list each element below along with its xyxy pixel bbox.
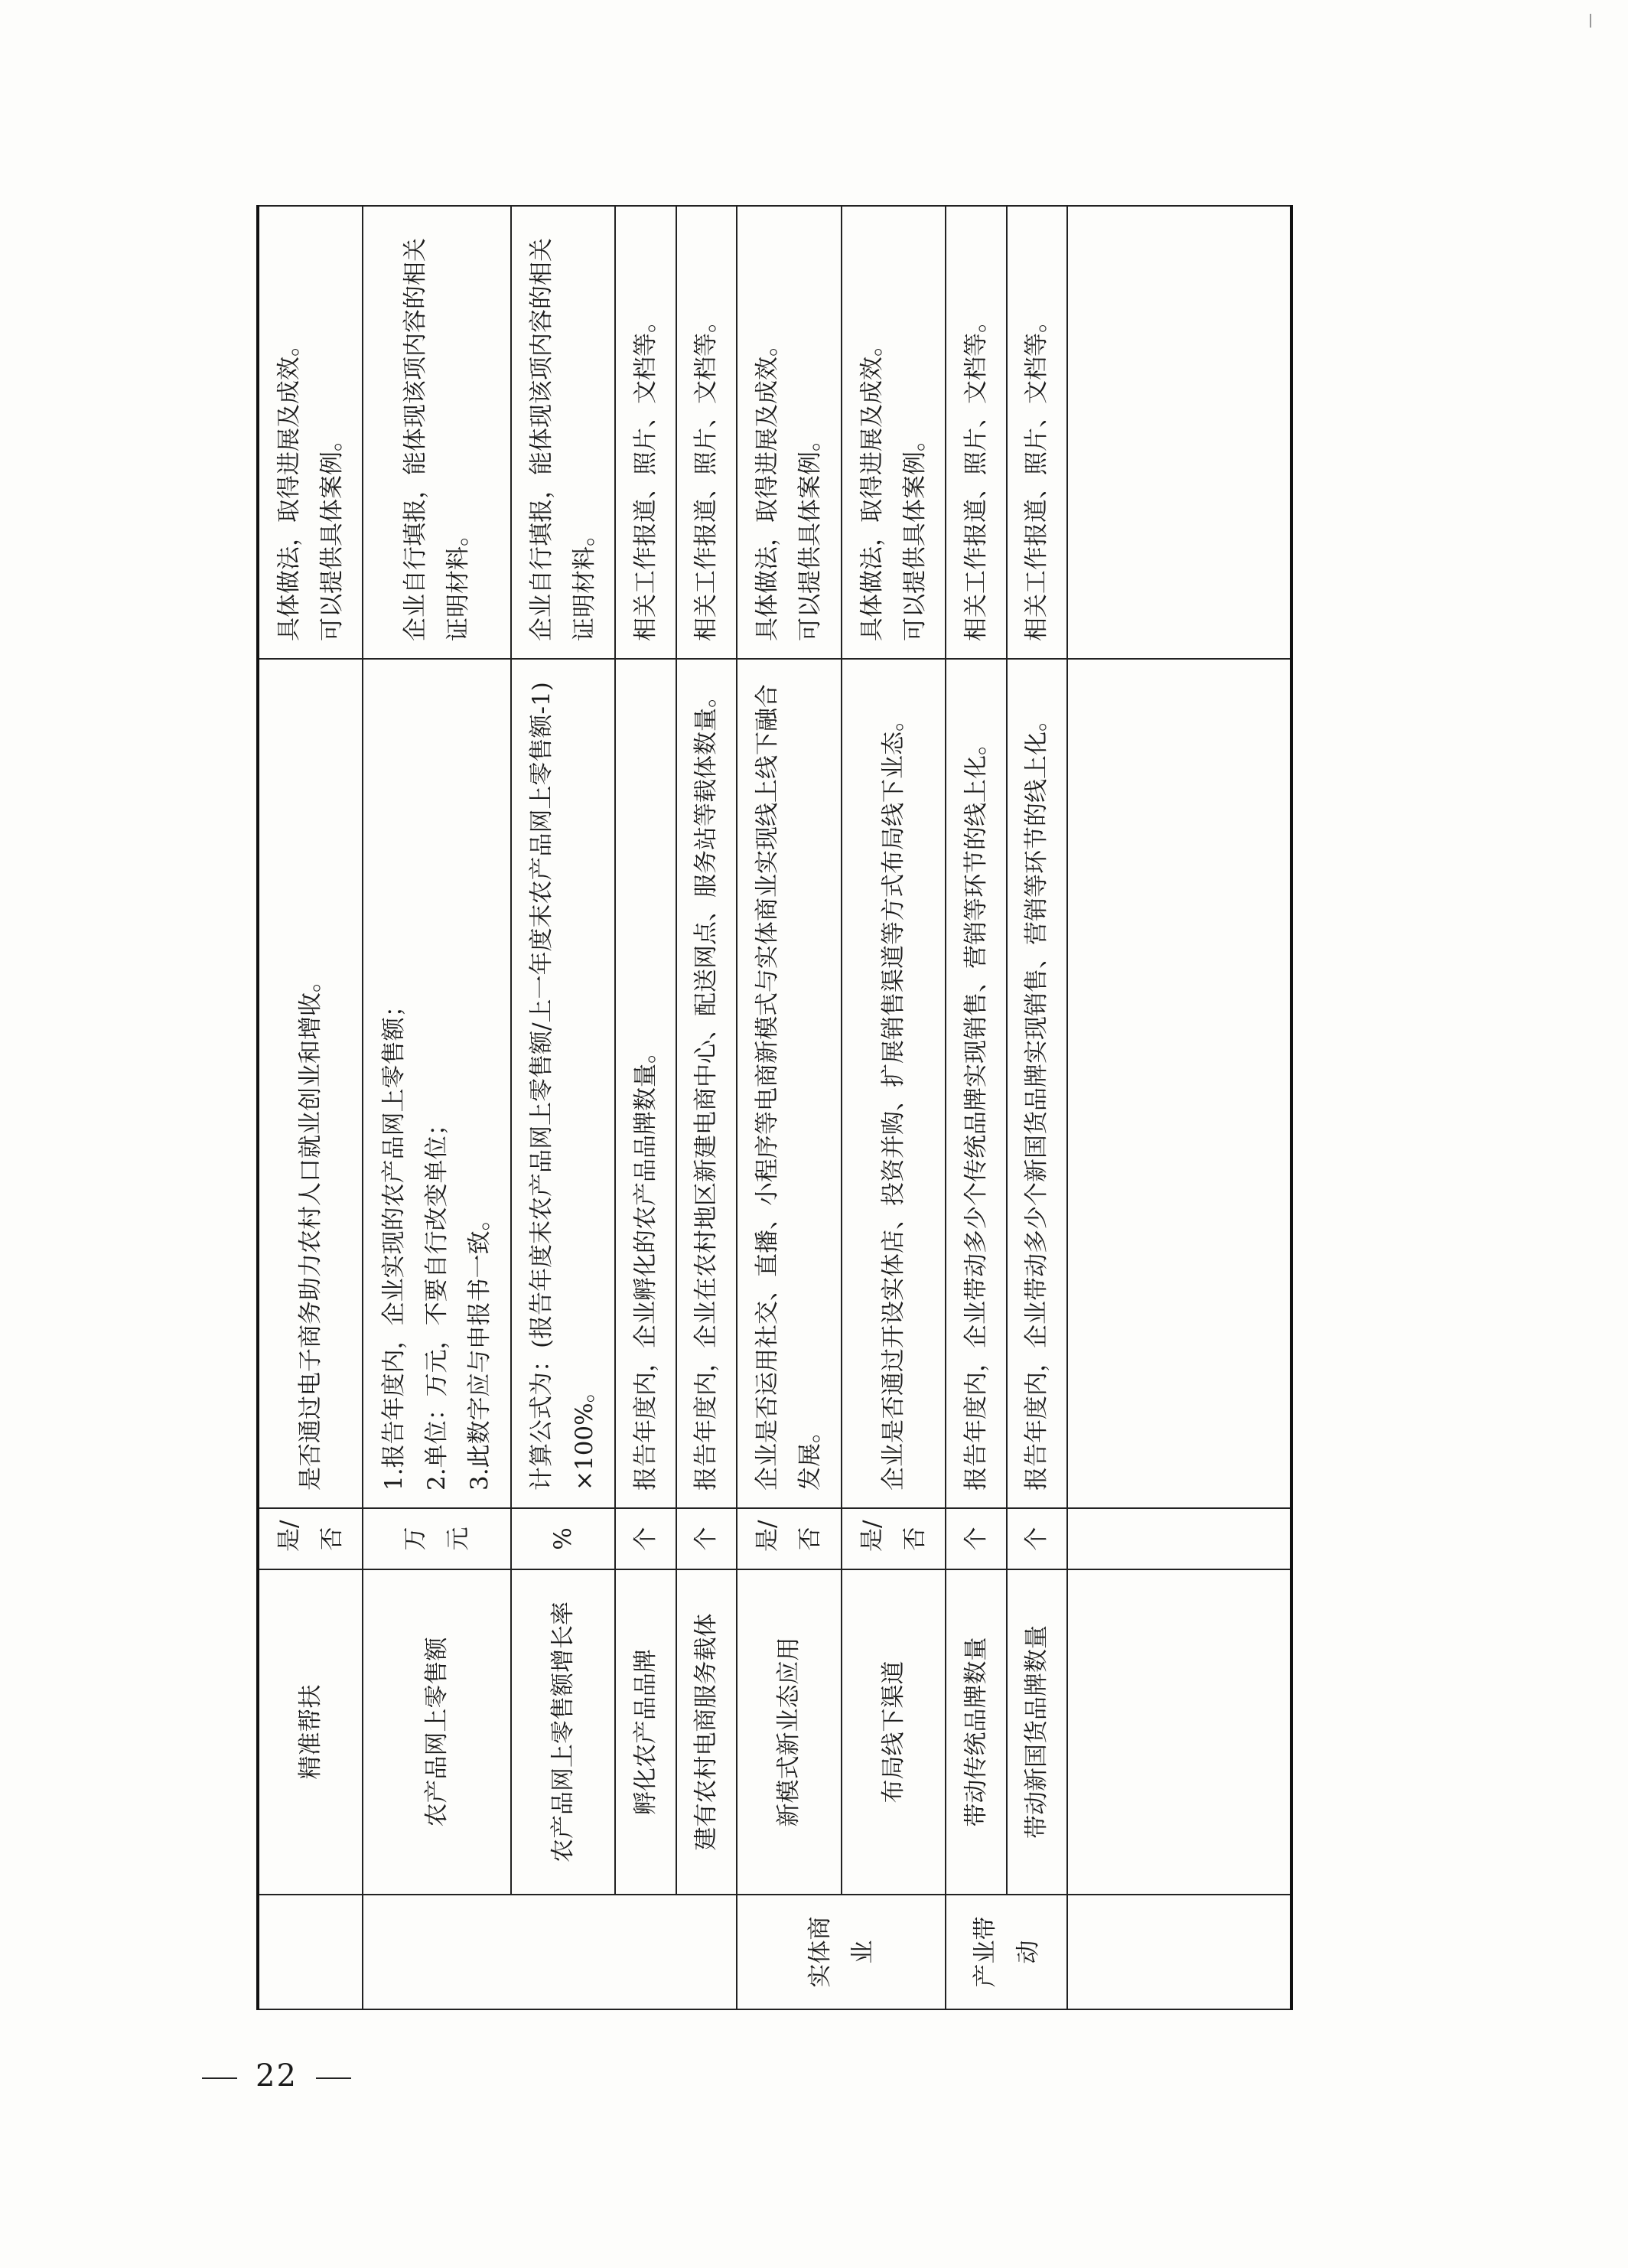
note-line: 可以提供具体案例。: [900, 428, 929, 641]
indicator-cell: 孵化农产品品牌: [615, 1569, 676, 1895]
note-cell: [842, 206, 946, 659]
note-cell: [363, 206, 510, 659]
description-cell: [676, 659, 737, 1508]
table-row: [676, 206, 737, 2009]
indicator-cell: 新模式新业态应用: [737, 1569, 841, 1895]
indicator-table: [256, 205, 1293, 2010]
description-line: 报告年度内，企业带动多少个传统品牌实现销售、营销等环节的线上化。: [962, 732, 990, 1491]
rotated-table-container: [256, 207, 1293, 2010]
unit-cell: 是/否: [258, 1508, 363, 1569]
category-cell: [258, 1895, 363, 2009]
page-number-dash-left: [202, 2077, 237, 2079]
note-line: 具体做法，取得进展及成效。: [858, 333, 886, 641]
unit-cell: 万元: [363, 1508, 510, 1569]
note-cell: [511, 206, 615, 659]
table-row: [258, 206, 363, 2009]
note-line: 具体做法，取得进展及成效。: [754, 333, 782, 641]
description-line: 企业是否运用社交、直播、小程序等电商新模式与实体商业实现线上线下融合发展。: [754, 684, 825, 1491]
indicator-cell: 布局线下渠道: [842, 1569, 946, 1895]
page-number: [184, 2058, 370, 2094]
indicator-cell: 带动传统品牌数量: [946, 1569, 1006, 1895]
unit-cell: %: [511, 1508, 615, 1569]
description-line: 企业是否通过开设实体店、投资并购、扩展销售渠道等方式布局线下业态。: [879, 708, 907, 1491]
note-line: 可以提供具体案例。: [796, 428, 825, 641]
unit-cell: 个: [946, 1508, 1006, 1569]
description-line: 计算公式为：(报告年度末农产品网上零售额/上一年度末农产品网上零售额-1)×100%。: [528, 682, 599, 1491]
note-line: 相关工作报道、照片、文档等。: [1023, 309, 1051, 641]
table-body: [258, 206, 1291, 2009]
note-line: 相关工作报道、照片、文档等。: [692, 309, 721, 641]
description-line: 报告年度内，企业孵化的农产品品牌数量。: [632, 1040, 660, 1491]
description-cell: [737, 659, 841, 1508]
category-cell: [363, 1895, 737, 2009]
empty-cell: [1067, 1569, 1291, 1895]
indicator-cell: 带动新国货品牌数量: [1007, 1569, 1068, 1895]
note-cell: [615, 206, 676, 659]
table-row: [737, 206, 841, 2009]
table-row: [363, 206, 510, 2009]
description-cell: [615, 659, 676, 1508]
description-cell: [1007, 659, 1068, 1508]
description-line: 2.单位：万元，不要自行改变单位；: [423, 1112, 451, 1491]
empty-cell: [1067, 1508, 1291, 1569]
unit-cell: 是/否: [737, 1508, 841, 1569]
note-line: 可以提供具体案例。: [318, 428, 347, 641]
category-cell: 产业带动: [946, 1895, 1067, 2009]
indicator-cell: 农产品网上零售额: [363, 1569, 510, 1895]
unit-cell: 个: [676, 1508, 737, 1569]
note-cell: [737, 206, 841, 659]
unit-cell: 是/否: [842, 1508, 946, 1569]
table-row-empty: [1067, 206, 1291, 2009]
description-cell: [258, 659, 363, 1508]
note-line: 企业自行填报，能体现该项内容的相关证明材料。: [402, 238, 473, 641]
table-row: [1007, 206, 1068, 2009]
indicator-cell: 精准帮扶: [258, 1569, 363, 1895]
unit-cell: 个: [1007, 1508, 1068, 1569]
description-line: 报告年度内，企业在农村地区新建电商中心、配送网点、服务站等载体数量。: [692, 684, 721, 1491]
category-cell: 实体商业: [737, 1895, 946, 2009]
note-cell: [676, 206, 737, 659]
description-line: 是否通过电子商务助力农村人口就业创业和增收。: [297, 969, 325, 1491]
table-row: [615, 206, 676, 2009]
empty-cell: [1067, 1895, 1291, 2009]
description-line: 报告年度内，企业带动多少个新国货品牌实现销售、营销等环节的线上化。: [1023, 708, 1051, 1491]
unit-cell: 个: [615, 1508, 676, 1569]
description-cell: [946, 659, 1006, 1508]
note-line: 企业自行填报，能体现该项内容的相关证明材料。: [528, 238, 599, 641]
note-cell: [946, 206, 1006, 659]
table-row: [946, 206, 1006, 2009]
note-line: 相关工作报道、照片、文档等。: [632, 309, 660, 641]
note-line: 具体做法，取得进展及成效。: [275, 333, 304, 641]
description-line: 1.报告年度内，企业实现的农产品网上零售额；: [380, 993, 409, 1491]
description-cell: [511, 659, 615, 1508]
note-cell: [1007, 206, 1068, 659]
table-row: [511, 206, 615, 2009]
note-cell: [258, 206, 363, 659]
description-cell: [363, 659, 510, 1508]
note-line: 相关工作报道、照片、文档等。: [962, 309, 990, 641]
table-row: [842, 206, 946, 2009]
page-number-text: 22: [256, 2058, 298, 2094]
indicator-cell: 建有农村电商服务载体: [676, 1569, 737, 1895]
empty-cell: [1067, 206, 1291, 659]
indicator-cell: 农产品网上零售额增长率: [511, 1569, 615, 1895]
description-cell: [842, 659, 946, 1508]
page-number-dash-right: [316, 2077, 351, 2079]
empty-cell: [1067, 659, 1291, 1508]
scan-corner-mark: [1590, 14, 1591, 28]
description-line: 3.此数字应与申报书一致。: [466, 1207, 494, 1491]
